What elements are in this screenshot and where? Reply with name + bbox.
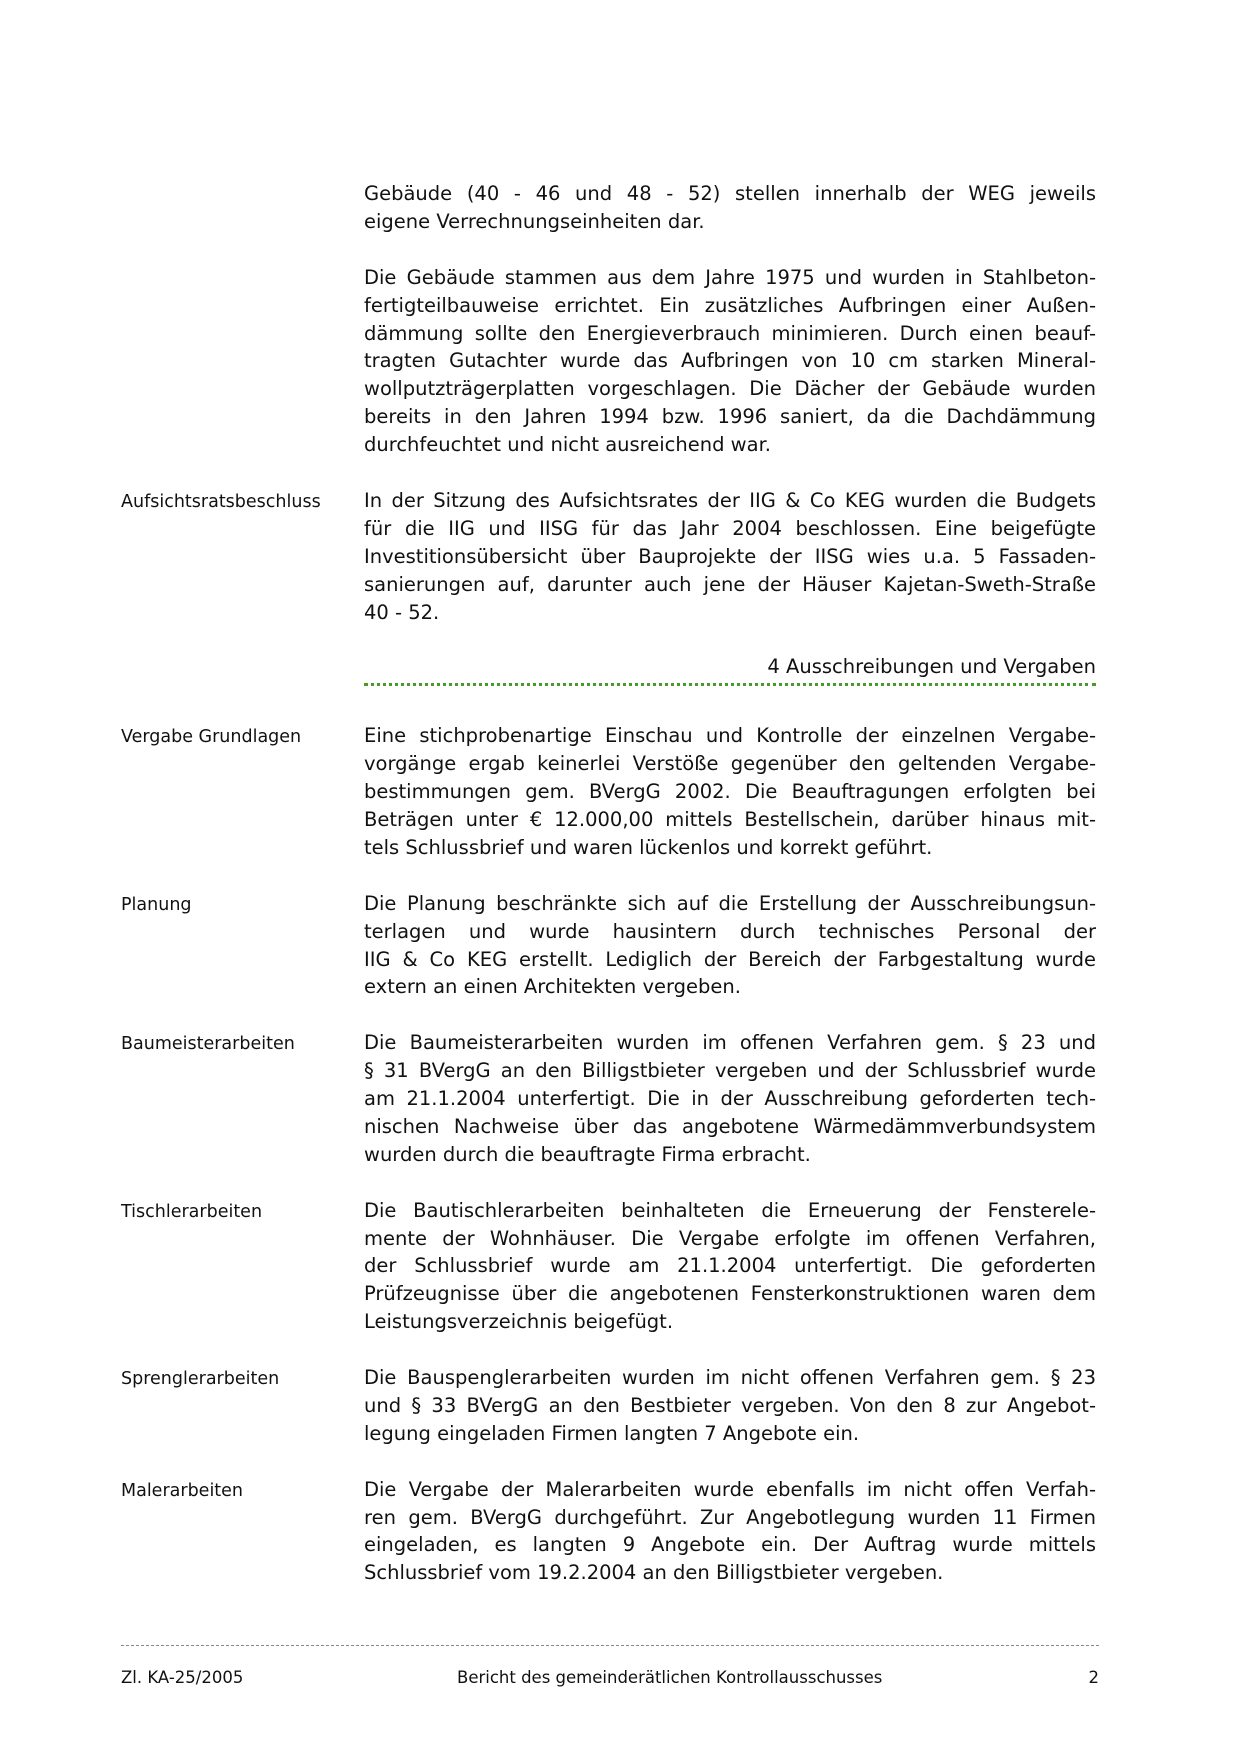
- text-line: Prüfzeugnisse über die angebotenen Fensterkonstruktionen waren dem: [364, 1282, 1096, 1306]
- text-line: bestimmungen gem. BVergG 2002. Die Beauftragungen erfolgten bei: [364, 780, 1096, 804]
- text-line: Schlussbrief vom 19.2.2004 an den Billigstbieter vergeben.: [364, 1561, 944, 1585]
- paragraph-text: [364, 890, 1096, 1002]
- margin-label: Vergabe Grundlagen: [121, 727, 302, 748]
- paragraph-row: [0, 1364, 1240, 1448]
- paragraph-row: [0, 1476, 1240, 1588]
- text-line: nischen Nachweise über das angebotene Wärmedämmverbundsystem: [364, 1114, 1096, 1138]
- text-line: In der Sitzung des Aufsichtsrates der IIG & Co KEG wurden die Budgets: [364, 488, 1096, 512]
- text-line: Die Gebäude stammen aus dem Jahre 1975 und wurden in Stahlbeton-: [364, 265, 1096, 289]
- paragraphs-top: [0, 180, 1240, 626]
- text-line: legung eingeladen Firmen langten 7 Angebote ein.: [364, 1421, 860, 1445]
- text-line: IIG & Co KEG erstellt. Lediglich der Bereich der Farbgestaltung wurde: [364, 947, 1096, 971]
- text-line: § 31 BVergG an den Billigstbieter vergeben und der Schlussbrief wurde: [364, 1059, 1096, 1083]
- text-line: fertigteilbauweise errichtet. Ein zusätzliches Aufbringen einer Außen-: [364, 293, 1096, 317]
- paragraph-row: [0, 890, 1240, 1002]
- text-line: Die Vergabe der Malerarbeiten wurde ebenfalls im nicht offen Verfah-: [364, 1477, 1096, 1501]
- text-line: Eine stichprobenartige Einschau und Kontrolle der einzelnen Vergabe-: [364, 724, 1096, 748]
- paragraph-row: [0, 487, 1240, 627]
- text-line: und § 33 BVergG an den Bestbieter vergeben. Von den 8 zur Angebot-: [364, 1393, 1096, 1417]
- text-line: Die Planung beschränkte sich auf die Erstellung der Ausschreibungsun-: [364, 891, 1096, 915]
- text-line: terlagen und wurde hausintern durch technisches Personal der: [364, 919, 1096, 943]
- text-line: Leistungsverzeichnis beigefügt.: [364, 1310, 674, 1334]
- text-line: vorgänge ergab keinerlei Verstöße gegenüber den geltenden Vergabe-: [364, 752, 1096, 776]
- text-line: 40 - 52.: [364, 600, 440, 624]
- text-line: eigene Verrechnungseinheiten dar.: [364, 209, 705, 233]
- margin-label: Aufsichtsratsbeschluss: [121, 491, 321, 512]
- section-heading: 4 Ausschreibungen und Vergaben: [767, 655, 1096, 679]
- text-line: für die IIG und IISG für das Jahr 2004 beschlossen. Eine beigefügte: [364, 516, 1096, 540]
- paragraph-text: [364, 722, 1096, 862]
- text-line: extern an einen Architekten vergeben.: [364, 975, 741, 999]
- paragraph-text: [364, 1197, 1096, 1337]
- text-line: Die Baumeisterarbeiten wurden im offenen Verfahren gem. § 23 und: [364, 1031, 1096, 1055]
- text-line: durchfeuchtet und nicht ausreichend war.: [364, 433, 771, 457]
- text-line: wollputzträgerplatten vorgeschlagen. Die Dächer der Gebäude wurden: [364, 377, 1096, 401]
- text-line: Die Bautischlerarbeiten beinhalteten die Erneuerung der Fensterele-: [364, 1198, 1096, 1222]
- footer-divider: [121, 1645, 1099, 1646]
- paragraph-row: [0, 1197, 1240, 1337]
- footer-reference: Zl. KA-25/2005: [121, 1668, 244, 1687]
- text-line: Investitionsübersicht über Bauprojekte der IISG wies u.a. 5 Fassaden-: [364, 544, 1096, 568]
- text-line: am 21.1.2004 unterfertigt. Die in der Ausschreibung geforderten tech-: [364, 1087, 1096, 1111]
- margin-label: Sprenglerarbeiten: [121, 1369, 280, 1390]
- text-line: Beträgen unter € 12.000,00 mittels Bestellschein, darüber hinaus mit-: [364, 807, 1096, 831]
- page-number: 2: [1088, 1668, 1099, 1687]
- text-line: ren gem. BVergG durchgeführt. Zur Angebotlegung wurden 11 Firmen: [364, 1505, 1096, 1529]
- footer-title: Bericht des gemeinderätlichen Kontrollausschusses: [457, 1668, 883, 1687]
- section-divider: [364, 683, 1096, 686]
- paragraph-text: [364, 180, 1096, 236]
- margin-label: Malerarbeiten: [121, 1480, 244, 1501]
- paragraph-text: [364, 1364, 1096, 1448]
- paragraph-row: [0, 264, 1240, 459]
- paragraphs-bottom: [0, 722, 1240, 1587]
- paragraph-text: [364, 264, 1096, 459]
- text-line: bereits in den Jahren 1994 bzw. 1996 saniert, da die Dachdämmung: [364, 405, 1096, 429]
- document-body: [0, 180, 1240, 1615]
- paragraph-text: [364, 1029, 1096, 1169]
- margin-label: Planung: [121, 894, 192, 915]
- text-line: tels Schlussbrief und waren lückenlos und korrekt geführt.: [364, 835, 933, 859]
- paragraph-row: [0, 1029, 1240, 1169]
- paragraph-text: [364, 487, 1096, 627]
- text-line: dämmung sollte den Energieverbrauch minimieren. Durch einen beauf-: [364, 321, 1096, 345]
- text-line: eingeladen, es langten 9 Angebote ein. Der Auftrag wurde mittels: [364, 1533, 1096, 1557]
- text-line: sanierungen auf, darunter auch jene der Häuser Kajetan-Sweth-Straße: [364, 572, 1096, 596]
- text-line: mente der Wohnhäuser. Die Vergabe erfolgte im offenen Verfahren,: [364, 1226, 1096, 1250]
- paragraph-row: [0, 180, 1240, 236]
- paragraph-row: [0, 722, 1240, 862]
- text-line: der Schlussbrief wurde am 21.1.2004 unterfertigt. Die geforderten: [364, 1254, 1096, 1278]
- margin-label: Tischlerarbeiten: [121, 1201, 263, 1222]
- text-line: Die Bauspenglerarbeiten wurden im nicht offenen Verfahren gem. § 23: [364, 1366, 1096, 1390]
- paragraph-text: [364, 1476, 1096, 1588]
- text-line: Gebäude (40 - 46 und 48 - 52) stellen innerhalb der WEG jeweils: [364, 182, 1096, 205]
- margin-label: Baumeisterarbeiten: [121, 1034, 295, 1055]
- text-line: wurden durch die beauftragte Firma erbracht.: [364, 1142, 811, 1166]
- text-line: tragten Gutachter wurde das Aufbringen von 10 cm starken Mineral-: [364, 349, 1096, 373]
